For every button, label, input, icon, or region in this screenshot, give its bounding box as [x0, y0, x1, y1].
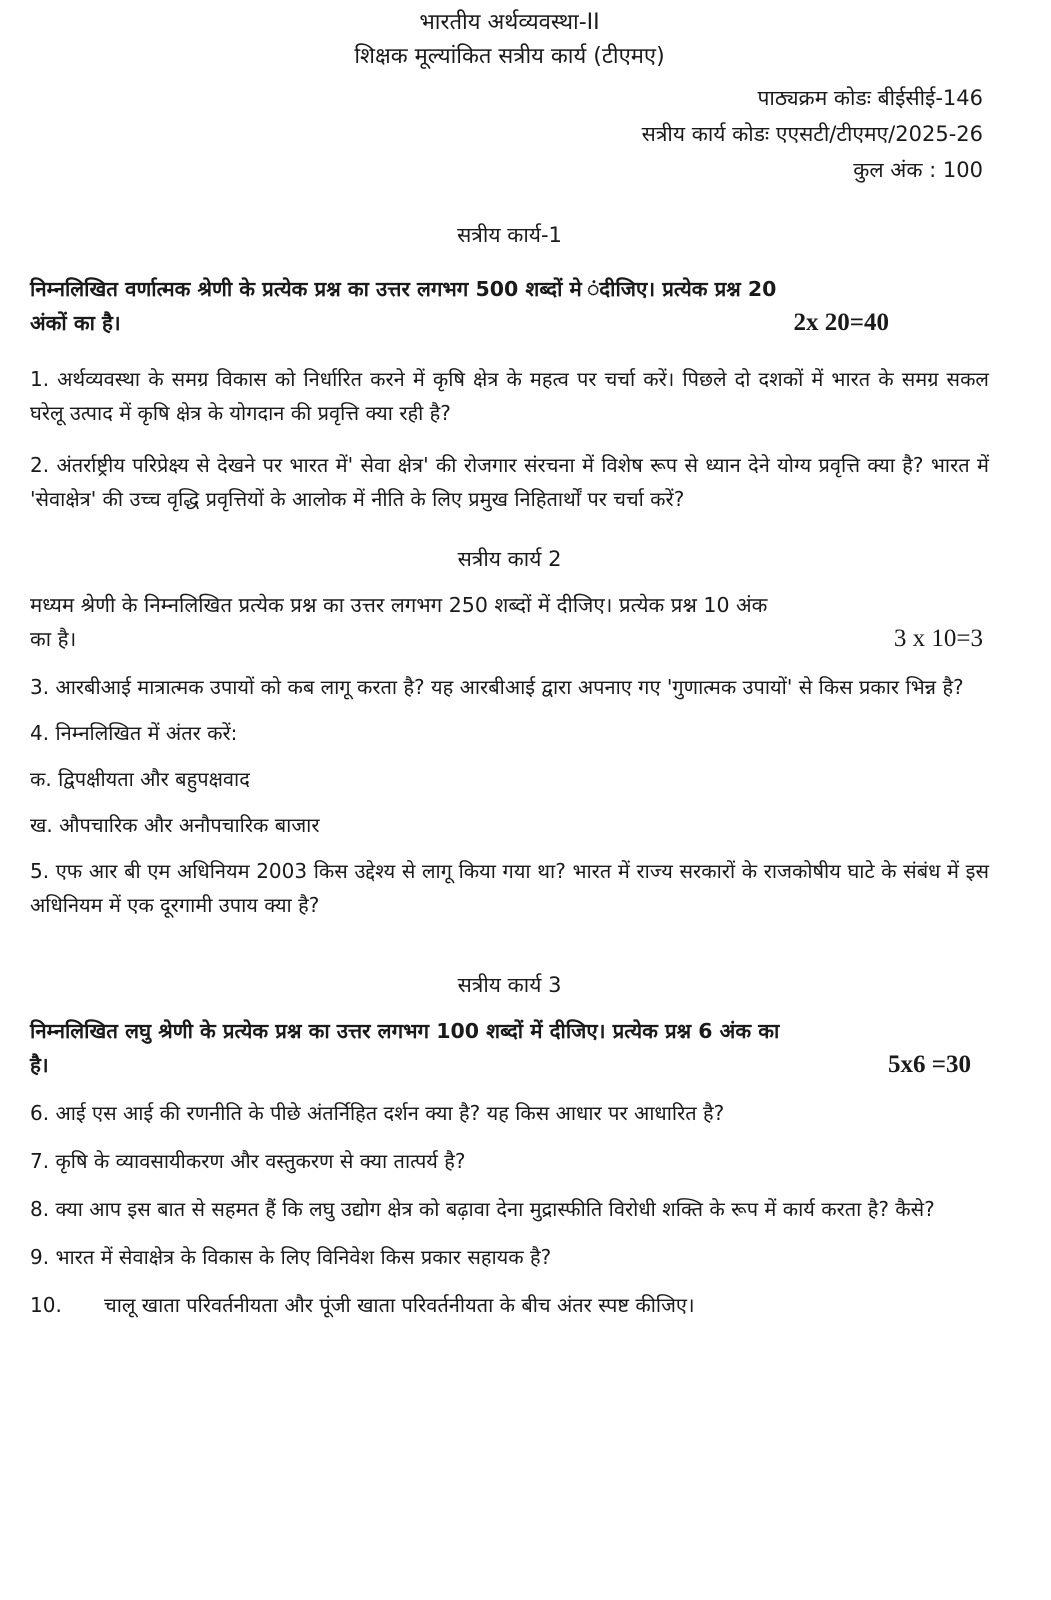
section1-instruction: निम्नलिखित वर्णात्मक श्रेणी के प्रत्येक प्रश्न का उत्तर लगभग 500 शब्दों मे ंदीजिए। प्रत्येक प्रश्न 20 — [30, 277, 777, 301]
question-6: 6. आई एस आई की रणनीति के पीछे अंतर्निहित दर्शन क्या है? यह किस आधार पर आधारित है? — [30, 1101, 725, 1125]
question-9: 9. भारत में सेवाक्षेत्र के विकास के लिए विनिवेश किस प्रकार सहायक है? — [30, 1245, 552, 1269]
section2-instruction-end: का है। — [30, 627, 77, 651]
section2-marks-row — [30, 622, 989, 656]
code-block — [30, 80, 989, 188]
total-marks: कुल अंक : 100 — [853, 158, 983, 182]
question-10-number: 10. — [30, 1293, 62, 1317]
section1-heading: सत्रीय कार्य-1 — [457, 223, 562, 247]
question-8: 8. क्या आप इस बात से सहमत हैं कि लघु उद्योग क्षेत्र को बढ़ावा देना मुद्रास्फीति विरोधी शक्ति के रूप में कार्य करता है? कैसे? — [30, 1197, 935, 1221]
question-4b: ख. औपचारिक और अनौपचारिक बाजार — [30, 813, 320, 837]
section1-marks-row — [30, 306, 989, 340]
question-10 — [30, 1288, 989, 1322]
question-10-text: चालू खाता परिवर्तनीयता और पूंजी खाता परिवर्तनीयता के बीच अंतर स्पष्ट कीजिए। — [104, 1293, 695, 1317]
question-4a: क. द्विपक्षीयता और बहुपक्षवाद — [30, 767, 250, 791]
section3-marks-row — [30, 1048, 989, 1082]
section3-marks: 5x6 =30 — [888, 1051, 971, 1078]
section2-instruction: मध्यम श्रेणी के निम्नलिखित प्रत्येक प्रश्न का उत्तर लगभग 250 शब्दों में दीजिए। प्रत्येक प्रश्न 10 अंक — [30, 593, 768, 617]
question-7: 7. कृषि के व्यावसायीकरण और वस्तुकरण से क्या तात्पर्य है? — [30, 1149, 466, 1173]
section3-instruction: निम्नलिखित लघु श्रेणी के प्रत्येक प्रश्न का उत्तर लगभग 100 शब्दों में दीजिए। प्रत्येक प्रश्न 6 अंक का — [30, 1019, 780, 1043]
section1-instruction-end: अंकों का है। — [30, 311, 121, 335]
assignment-subtitle: शिक्षक मूल्यांकित सत्रीय कार्य (टीएमए) — [354, 44, 665, 69]
assignment-code: सत्रीय कार्य कोडः एएसटी/टीएमए/2025-26 — [641, 122, 983, 146]
question-1: 1. अर्थव्यवस्था के समग्र विकास को निर्धारित करने में कृषि क्षेत्र के महत्व पर चर्चा करें। पिछले दो दशकों में भारत के समग्र सकल घरेलू उत्पाद में कृषि क्षेत्र के योगदान की प्रवृत्ति क्या रही है? — [30, 367, 989, 425]
question-5: 5. एफ आर बी एम अधिनियम 2003 किस उद्देश्य से लागू किया गया था? भारत में राज्य सरकारों के राजकोषीय घाटे के संबंध में इस अधिनियम में एक दूरगामी उपाय क्या है? — [30, 859, 989, 917]
section2-marks: 3 x 10=3 — [893, 625, 983, 652]
course-title: भारतीय अर्थव्यवस्था-II — [419, 10, 600, 35]
section3-heading: सत्रीय कार्य 3 — [457, 973, 562, 997]
course-code: पाठ्यक्रम कोडः बीईसीई-146 — [757, 86, 983, 110]
section2-heading: सत्रीय कार्य 2 — [457, 547, 562, 571]
question-2: 2. अंतर्राष्ट्रीय परिप्रेक्ष्य से देखने पर भारत में' सेवा क्षेत्र' की रोजगार संरचना में विशेष रूप से ध्यान देने योग्य प्रवृत्ति क्या है? भारत में 'सेवाक्षेत्र' की उच्च वृद्धि प्रवृत्तियों के आलोक में नीति के लिए प्रमुख निहितार्थों पर चर्चा करें? — [30, 453, 989, 511]
section1-marks: 2x 20=40 — [793, 309, 889, 336]
question-4: 4. निम्नलिखित में अंतर करें: — [30, 721, 238, 745]
question-3: 3. आरबीआई मात्रात्मक उपायों को कब लागू करता है? यह आरबीआई द्वारा अपनाए गए 'गुणात्मक उपायों' से किस प्रकार भिन्न है? — [30, 675, 964, 699]
section3-instruction-end: है। — [30, 1053, 49, 1077]
